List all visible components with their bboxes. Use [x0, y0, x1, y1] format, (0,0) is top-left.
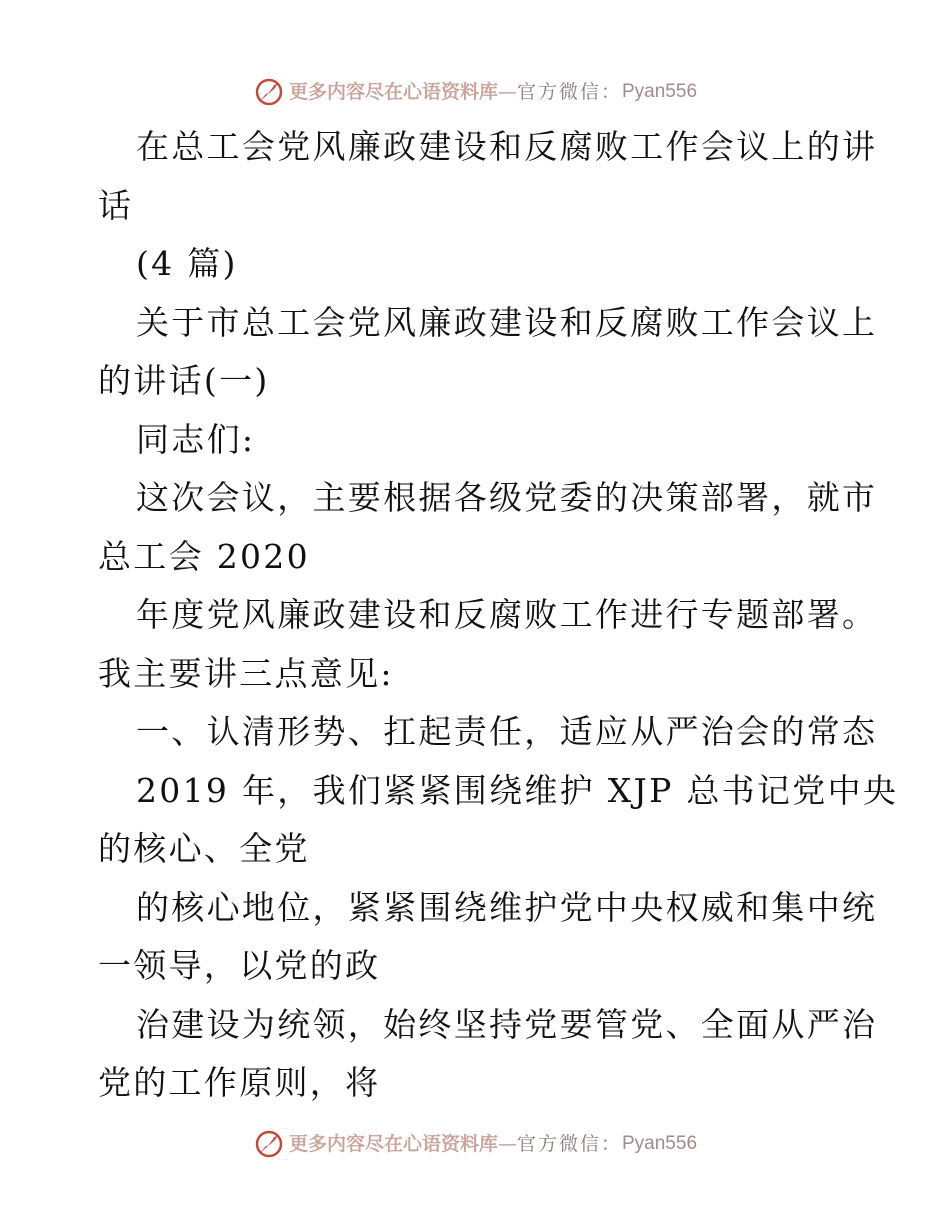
- quill-logo-icon: [253, 1128, 285, 1160]
- watermark-main-text: 更多内容尽在心语资料库: [288, 1133, 498, 1155]
- quill-logo-icon: [253, 76, 285, 108]
- watermark-footer: [0, 1128, 950, 1160]
- watermark-wechat-label: 官方微信：: [516, 1133, 622, 1155]
- text-line: 同志们:: [136, 419, 256, 459]
- text-line: 党的工作原则，将: [98, 1063, 381, 1102]
- watermark-wechat-label: 官方微信：: [516, 81, 622, 103]
- text-line: 的讲话(一): [98, 361, 270, 400]
- text-line: 一、认清形势、扛起责任，适应从严治会的常态: [136, 712, 878, 751]
- text-line: 话: [98, 185, 134, 225]
- watermark-wechat-id: Pyan556: [622, 81, 698, 102]
- watermark-dash: —: [497, 1133, 517, 1155]
- watermark-header: [0, 76, 950, 108]
- text-line: 的核心地位，紧紧围绕维护党中央权威和集中统: [136, 887, 878, 927]
- text-line: 的核心、全党: [98, 829, 310, 868]
- text-line: 在总工会党风廉政建设和反腐败工作会议上的讲: [136, 127, 878, 166]
- text-line: 我主要讲三点意见:: [98, 653, 394, 693]
- text-line: 治建设为统领，始终坚持党要管党、全面从严治: [136, 1004, 878, 1044]
- text-line: 总工会 2020: [98, 536, 310, 576]
- watermark-wechat-id: Pyan556: [622, 1133, 698, 1154]
- text-line: 这次会议，主要根据各级党委的决策部署，就市: [136, 478, 878, 517]
- text-line: 一领导，以党的政: [98, 946, 381, 985]
- text-line: 关于市总工会党风廉政建设和反腐败工作会议上: [136, 302, 878, 342]
- text-line: (4 篇): [136, 244, 238, 283]
- watermark-main-text: 更多内容尽在心语资料库: [288, 81, 498, 103]
- text-line: 年度党风廉政建设和反腐败工作进行专题部署。: [136, 595, 878, 634]
- document-body: [98, 118, 899, 1113]
- text-line: 2019 年，我们紧紧围绕维护 XJP 总书记党中央: [136, 770, 899, 810]
- watermark-dash: —: [497, 81, 517, 103]
